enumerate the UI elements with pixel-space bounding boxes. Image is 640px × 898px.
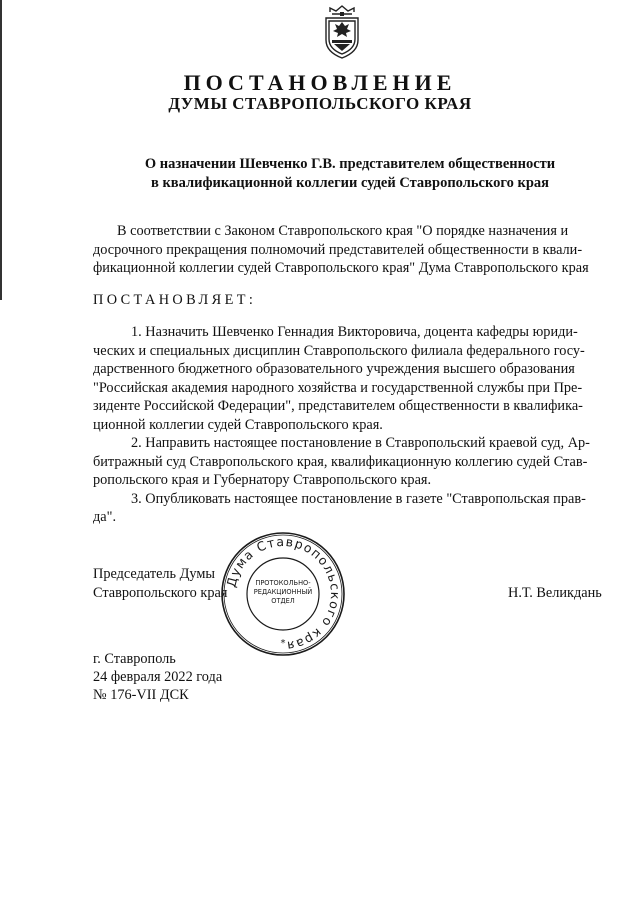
resolution-heading: ПОСТАНОВЛЯЕТ:: [93, 292, 257, 308]
item-line: ческих и специальных дисциплин Ставропольского филиала федерального госу-: [93, 343, 585, 359]
document-title: ПОСТАНОВЛЕНИЕ: [183, 70, 457, 95]
stamp-ring-text: Дума Ставропольского края: [223, 533, 344, 655]
document-subject: [0, 155, 640, 193]
item-line: дарственного бюджетного образовательного учреждения высшего образования: [93, 361, 575, 377]
official-stamp: [219, 530, 347, 658]
issuer-title: ДУМЫ СТАВРОПОЛЬСКОГО КРАЯ: [168, 94, 472, 113]
preamble-line: досрочного прекращения полномочий представителей общественности в квали-: [93, 242, 583, 258]
stamp-star: *: [280, 638, 286, 649]
scan-edge-mark: [0, 0, 2, 300]
item-line: ционной коллегии судей Ставропольского края.: [93, 417, 383, 433]
stamp-center-line: РЕДАКЦИОННЫЙ: [253, 588, 313, 596]
issue-city: г. Ставрополь: [93, 651, 176, 667]
subject-line: в квалификационной коллегии судей Ставропольского края: [150, 175, 549, 191]
issue-date: 24 февраля 2022 года: [93, 669, 223, 685]
signature-position: [93, 565, 227, 603]
signature-position-line: Председатель Думы: [93, 566, 216, 582]
signature-position-line: Ставропольского края: [93, 585, 228, 601]
preamble-line: В соответствии с Законом Ставропольского края "О порядке назначения и: [117, 223, 569, 239]
signatory-name: Н.Т. Великдань: [508, 585, 602, 601]
document-number: № 176-VII ДСК: [93, 687, 189, 703]
coat-of-arms-emblem: [318, 4, 366, 60]
item-line: 2. Направить настоящее постановление в Ставропольский краевой суд, Ар-: [131, 435, 590, 451]
stamp-center-line: ПРОТОКОЛЬНО-: [255, 579, 311, 587]
subject-line: О назначении Шевченко Г.В. представителем общественности: [144, 156, 556, 172]
item-line: зиденте Российской Федерации", представителем общественности в квалифика-: [93, 398, 583, 414]
item-line: "Российская академия народного хозяйства и государственной службы при Пре-: [93, 380, 583, 396]
item-line: 1. Назначить Шевченко Геннадия Викторовича, доцента кафедры юриди-: [131, 324, 578, 340]
item-line: битражный суд Ставропольского края, квалификационную коллегию судей Став-: [93, 454, 588, 470]
preamble-line: фикационной коллегии судей Ставропольского края" Дума Ставропольского края: [93, 260, 589, 276]
stamp-center-line: ОТДЕЛ: [271, 597, 295, 605]
item-line: ропольского края и Губернатору Ставропольского края.: [93, 472, 432, 488]
document-footer: [93, 650, 222, 704]
item-line: да".: [93, 509, 117, 525]
item-line: 3. Опубликовать настоящее постановление в газете "Ставропольская прав-: [131, 491, 586, 507]
